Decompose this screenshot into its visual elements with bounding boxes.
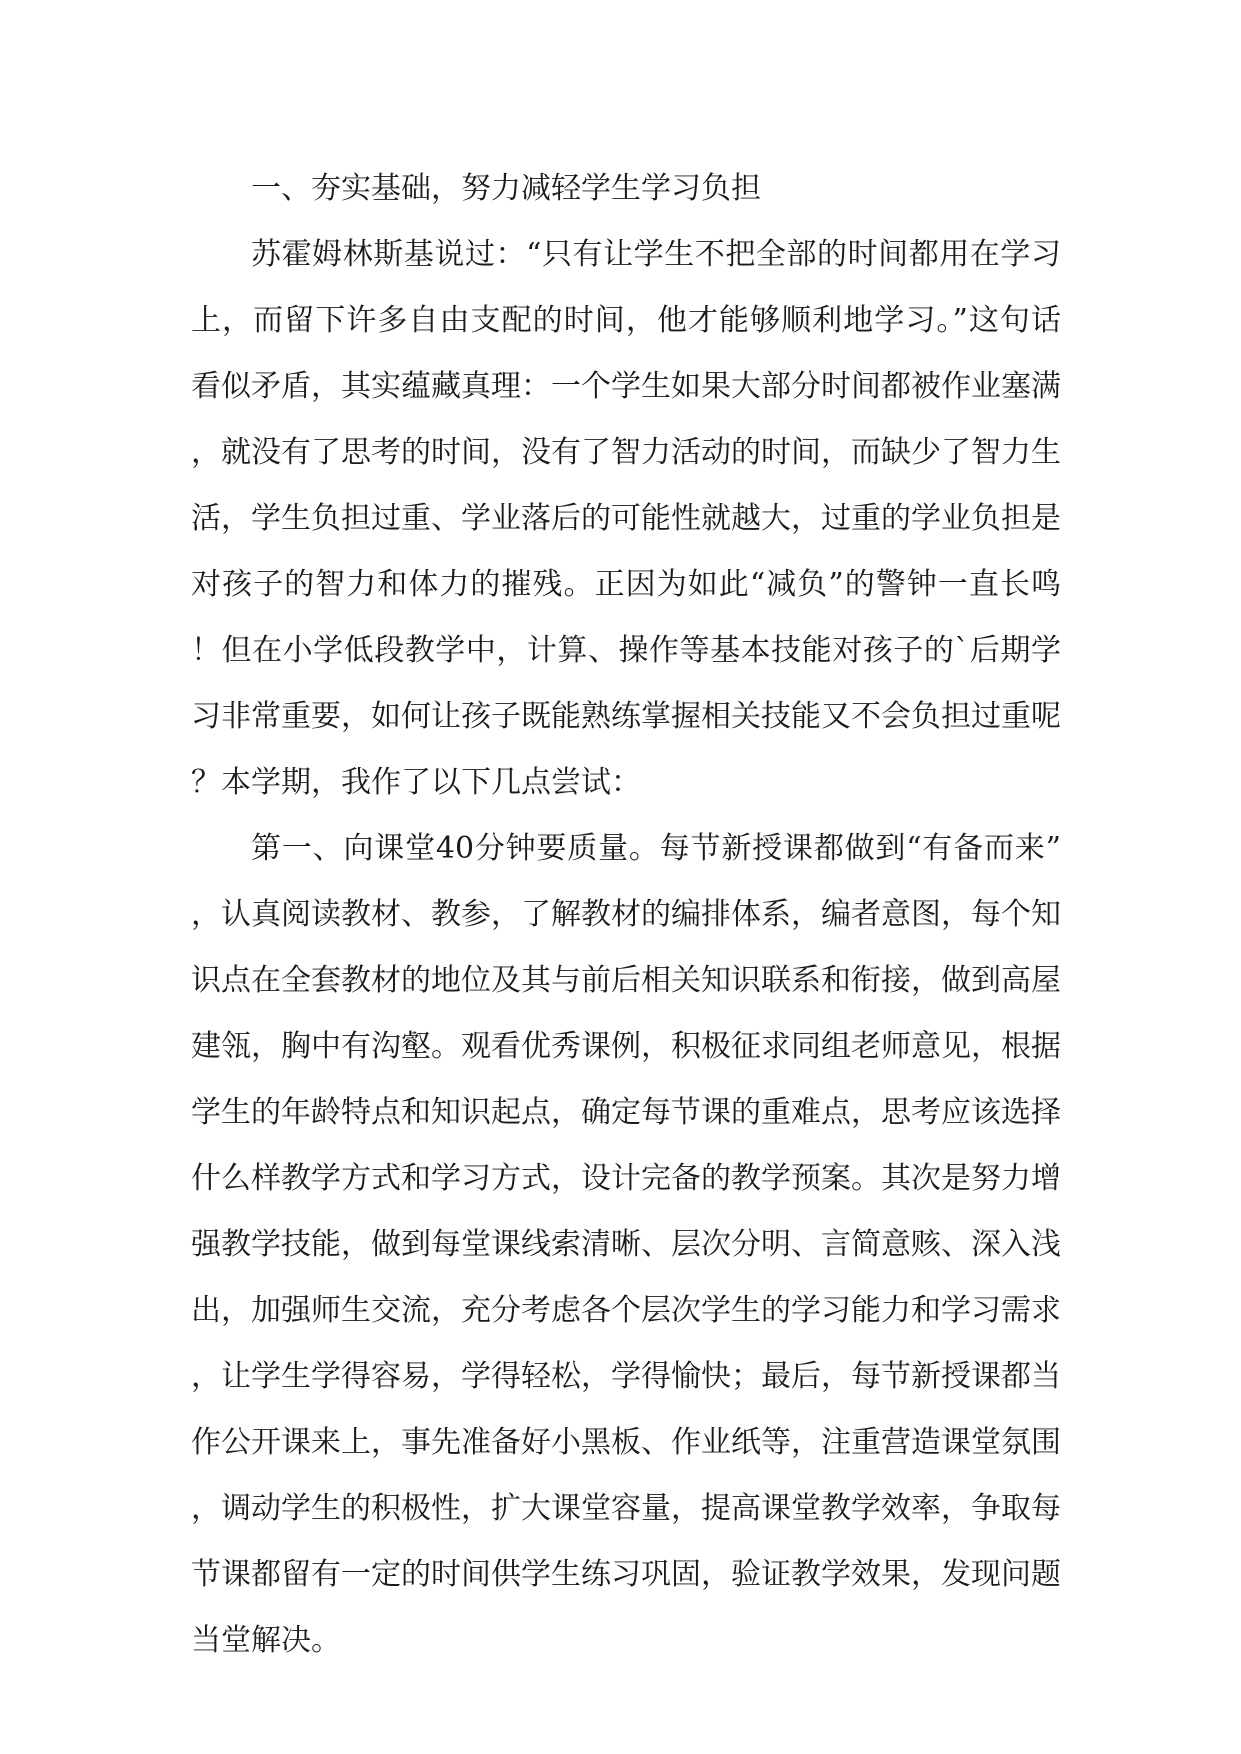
document-body [191,156,1061,1674]
section-heading: 一、夯实基础，努力减轻学生学习负担 [251,171,761,206]
paragraph-first-point: 第一、向课堂40分钟要质量。每节新授课都做到“有备而来”，认真阅读教材、教参，了解教材的编排体系，编者意图，每个知识点在全套教材的地位及其与前后相关知识联系和衔接，做到高屋建瓴，胸中有沟壑。观看优秀课例，积极征求同组老师意见，根据学生的年龄特点和知识起点，确定每节课的重难点，思考应该选择什么样教学方式和学习方式，设计完备的教学预案。其次是努力增强教学技能，做到每堂课线索清晰、层次分明、言简意赅、深入浅出，加强师生交流，充分考虑各个层次学生的学习能力和学习需求，让学生学得容易，学得轻松，学得愉快；最后，每节新授课都当作公开课来上，事先准备好小黑板、作业纸等，注重营造课堂氛围，调动学生的积极性，扩大课堂容量，提高课堂教学效率，争取每节课都留有一定的时间供学生练习巩固，验证教学效果，发现问题当堂解决。 [191,831,1061,1658]
paragraph-intro: 苏霍姆林斯基说过：“只有让学生不把全部的时间都用在学习上，而留下许多自由支配的时间，他才能够顺利地学习。”这句话看似矛盾，其实蕴藏真理：一个学生如果大部分时间都被作业塞满，就没有了思考的时间，没有了智力活动的时间，而缺少了智力生活，学生负担过重、学业落后的可能性就越大，过重的学业负担是对孩子的智力和体力的摧残。正因为如此“减负”的警钟一直长鸣！但在小学低段教学中，计算、操作等基本技能对孩子的`后期学习非常重要，如何让孩子既能熟练掌握相关技能又不会负担过重呢？本学期，我作了以下几点尝试： [191,237,1061,800]
